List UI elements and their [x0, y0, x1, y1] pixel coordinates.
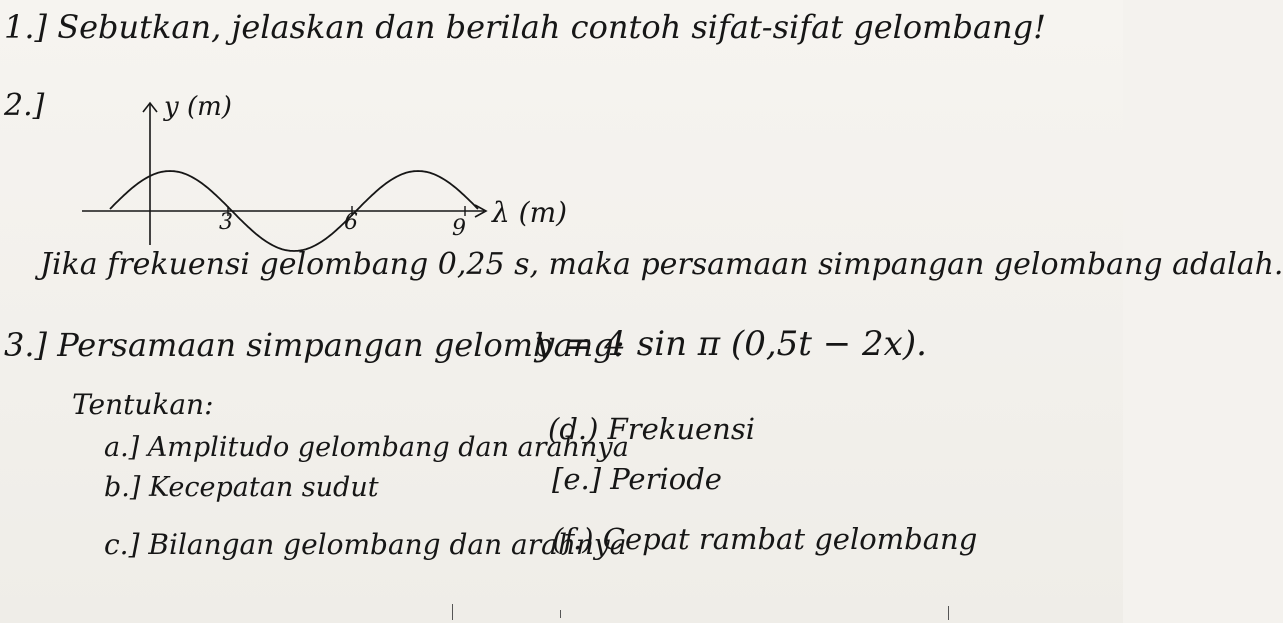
- question-3: 3.] Persamaan simpangan gelombang:: [4, 326, 625, 364]
- wave-equation: y = 4 sin π (0,5t − 2x).: [535, 324, 927, 364]
- tentukan-label: Tentukan:: [72, 388, 214, 421]
- item-d: (d.) Frekuensi: [548, 412, 756, 446]
- item-c: c.] Bilangan gelombang dan arahnya: [104, 528, 627, 561]
- stray-mark: [452, 604, 453, 620]
- x-axis-label: λ (m): [492, 196, 568, 229]
- item-a: a.] Amplitudo gelombang dan arahnya: [104, 432, 629, 463]
- question-2-number: 2.]: [4, 88, 45, 123]
- question-2-text: Jika frekuensi gelombang 0,25 s, maka persamaan simpangan gelombang adalah.: [40, 247, 1283, 282]
- item-b: b.] Kecepatan sudut: [104, 472, 379, 503]
- y-axis-label: y (m): [164, 92, 232, 122]
- stray-mark: [560, 610, 561, 618]
- tick-label-9: 9: [452, 216, 466, 241]
- item-e: [e.] Periode: [552, 462, 722, 496]
- question-1: 1.] Sebutkan, jelaskan dan berilah contoh sifat-sifat gelombang!: [4, 8, 1046, 46]
- item-f: (f.) Cepat rambat gelombang: [552, 522, 978, 556]
- tick-label-6: 6: [344, 210, 358, 235]
- tick-label-3: 3: [219, 210, 233, 235]
- stray-mark: [948, 606, 949, 620]
